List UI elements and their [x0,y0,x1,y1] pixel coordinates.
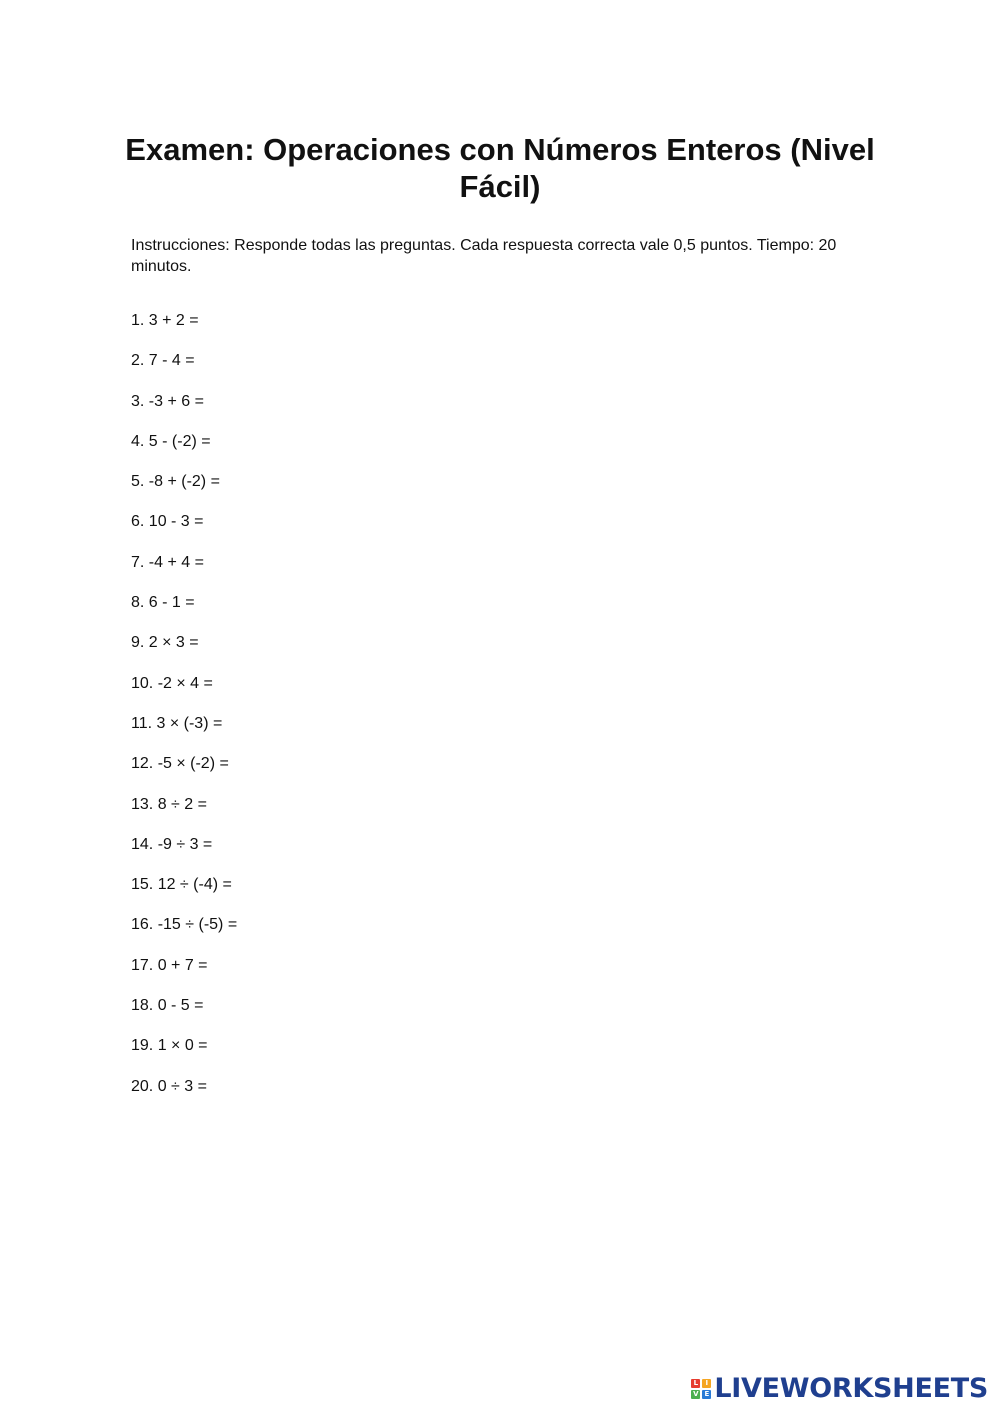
question-item: 15. 12 ÷ (-4) = [131,876,232,894]
logo-tile-l: L [691,1379,700,1388]
question-item: 17. 0 + 7 = [131,956,208,974]
question-item: 2. 7 - 4 = [131,352,195,370]
logo-tile-i: I [702,1379,711,1388]
question-item: 16. -15 ÷ (-5) = [131,916,238,934]
question-item: 5. -8 + (-2) = [131,473,220,491]
logo-tile-e: E [702,1390,711,1399]
question-item: 10. -2 × 4 = [131,674,213,692]
question-item: 9. 2 × 3 = [131,634,199,652]
liveworksheets-logo [691,1374,988,1404]
question-list [131,310,237,1116]
instructions-text: Instrucciones: Responde todas las preguntas. Cada respuesta correcta vale 0,5 puntos. Tiempo: 20 minutos. [131,237,837,275]
question-item: 13. 8 ÷ 2 = [131,795,207,813]
question-item: 1. 3 + 2 = [131,312,199,329]
liveworksheets-logo-icon [691,1379,711,1399]
question-item: 20. 0 ÷ 3 = [131,1077,207,1095]
question-item: 19. 1 × 0 = [131,1037,208,1055]
logo-tile-v: V [693,1390,699,1398]
question-item: 12. -5 × (-2) = [131,755,229,773]
question-item: 3. -3 + 6 = [131,392,204,410]
question-item: 4. 5 - (-2) = [131,432,211,450]
question-item: 11. 3 × (-3) = [131,714,223,732]
question-item: 8. 6 - 1 = [131,594,195,612]
question-item: 7. -4 + 4 = [131,553,204,571]
question-item: 6. 10 - 3 = [131,513,204,531]
question-item: 14. -9 ÷ 3 = [131,835,213,853]
brand-name: LIVEWORKSHEETS [714,1373,988,1404]
page-title: Examen: Operaciones con Números Enteros (Nivel Fácil) [125,132,875,204]
question-item: 18. 0 - 5 = [131,997,204,1015]
